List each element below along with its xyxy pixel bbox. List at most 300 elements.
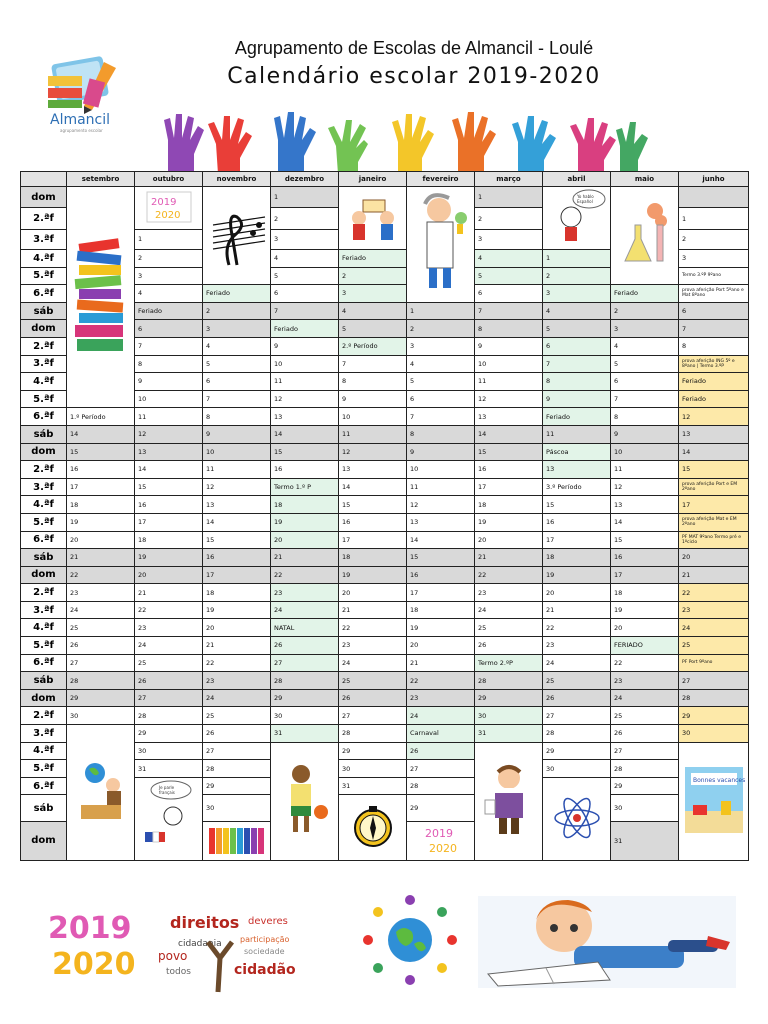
day-cell: 17 <box>203 566 271 584</box>
day-cell: Termo 3.ºP 9ºano <box>679 267 749 285</box>
day-cell: 29 <box>407 795 475 821</box>
day-cell: 9 <box>339 390 407 408</box>
day-cell: 16 <box>407 566 475 584</box>
weekday-label: 3.ªf <box>21 725 67 743</box>
day-cell: 9 <box>475 337 543 355</box>
day-cell: 29 <box>679 707 749 725</box>
calendar-row <box>21 478 749 496</box>
day-cell: FERIADO <box>611 637 679 655</box>
day-cell: 11 <box>135 408 203 426</box>
page-title: Calendário escolar 2019-2020 <box>227 64 601 89</box>
svg-text:2019: 2019 <box>150 196 176 208</box>
month-header: abril <box>543 172 611 187</box>
day-cell: 17 <box>475 478 543 496</box>
day-cell <box>679 187 749 208</box>
shakespeare-icon <box>475 742 543 860</box>
day-cell: Feriado <box>271 320 339 338</box>
word-participacao: participação <box>240 935 290 944</box>
treble-clef-icon <box>207 195 267 275</box>
day-cell: prova aferição Port 5ºano e Mat 8ºano <box>679 285 749 303</box>
basketball-kid-icon <box>275 760 335 840</box>
weekday-label: 3.ªf <box>21 478 67 496</box>
day-cell: 28 <box>339 725 407 743</box>
day-cell: 21 <box>203 637 271 655</box>
day-cell: 7 <box>339 355 407 373</box>
calendar-row <box>21 461 749 479</box>
day-cell: 24 <box>135 637 203 655</box>
weekday-label: 2.ªf <box>21 461 67 479</box>
day-cell: 31 <box>339 777 407 795</box>
year-2019-2020-badge-icon <box>139 190 199 224</box>
day-cell: 9 <box>203 425 271 443</box>
day-cell: 3.º Período <box>543 478 611 496</box>
day-cell: 30 <box>611 795 679 821</box>
globe-student-icon <box>71 751 131 831</box>
weekday-label: 4.ªf <box>21 619 67 637</box>
day-cell: 18 <box>339 549 407 567</box>
day-cell: 23 <box>67 584 135 602</box>
weekday-label: dom <box>21 821 67 860</box>
day-cell: 6 <box>271 285 339 303</box>
word-direitos: direitos <box>170 913 240 932</box>
weekday-label: dom <box>21 320 67 338</box>
day-cell: 15 <box>407 549 475 567</box>
day-cell: 15 <box>475 443 543 461</box>
day-cell: 14 <box>679 443 749 461</box>
kids-reading-icon <box>339 187 407 250</box>
day-cell: 7 <box>135 337 203 355</box>
day-cell: 2 <box>543 267 611 285</box>
day-cell: 10 <box>271 355 339 373</box>
day-cell: 11 <box>611 461 679 479</box>
day-cell: 5 <box>407 373 475 391</box>
day-cell: 19 <box>203 601 271 619</box>
day-cell: 29 <box>543 742 611 760</box>
day-cell: prova aferição Port e EM 2ºano <box>679 478 749 496</box>
compass-icon <box>343 802 403 852</box>
day-cell: 31 <box>271 725 339 743</box>
svg-text:Je parle: Je parle <box>158 784 174 790</box>
day-cell: 9 <box>135 373 203 391</box>
svg-text:Bonnes vacances: Bonnes vacances <box>692 777 745 785</box>
calendar-row <box>21 408 749 426</box>
calendar-row <box>21 601 749 619</box>
summer-holidays-icon <box>679 742 749 860</box>
calendar-row <box>21 637 749 655</box>
day-cell: 28 <box>543 725 611 743</box>
day-cell: 11 <box>271 373 339 391</box>
day-cell: 26 <box>339 689 407 707</box>
day-cell: 22 <box>135 601 203 619</box>
kids-reading-icon <box>345 190 401 244</box>
day-cell: 30 <box>67 707 135 725</box>
day-cell: Feriado <box>543 408 611 426</box>
day-cell: prova aferição Mat e EM 2ºano <box>679 513 749 531</box>
world-children-icon <box>356 894 464 986</box>
school-name: Agrupamento de Escolas de Almancil - Loulé <box>234 38 594 58</box>
day-cell: 13 <box>475 408 543 426</box>
day-cell: 7 <box>203 390 271 408</box>
day-cell: 8 <box>203 408 271 426</box>
day-cell: 22 <box>407 672 475 690</box>
weekday-label: dom <box>21 187 67 208</box>
day-cell: 27 <box>543 707 611 725</box>
day-cell: 12 <box>679 408 749 426</box>
day-cell: 22 <box>67 566 135 584</box>
day-cell: 24 <box>475 601 543 619</box>
svg-text:français: français <box>158 789 175 795</box>
day-cell: 27 <box>67 654 135 672</box>
scientist-icon <box>411 188 471 298</box>
color-pencils-icon <box>207 822 267 858</box>
weekday-label: 6.ªf <box>21 531 67 549</box>
day-cell: 12 <box>203 478 271 496</box>
day-cell: Feriado <box>203 285 271 303</box>
globe-student-icon <box>67 725 135 861</box>
day-cell: 20 <box>543 584 611 602</box>
day-cell: 3 <box>339 285 407 303</box>
day-cell: 24 <box>67 601 135 619</box>
day-cell: 14 <box>271 425 339 443</box>
day-cell: 15 <box>339 496 407 514</box>
year-2020-text: 2020 <box>52 947 136 982</box>
school-calendar-table <box>20 171 749 861</box>
day-cell: 10 <box>407 461 475 479</box>
day-cell: 19 <box>67 513 135 531</box>
calendar-row <box>21 654 749 672</box>
basketball-kid-icon <box>271 742 339 860</box>
day-cell: 9 <box>611 425 679 443</box>
day-cell: 21 <box>339 601 407 619</box>
day-cell: 12 <box>339 443 407 461</box>
weekday-label: dom <box>21 689 67 707</box>
day-cell: 9 <box>543 390 611 408</box>
day-cell: NATAL <box>271 619 339 637</box>
weekday-label: 5.ªf <box>21 267 67 285</box>
calendar-row <box>21 187 749 208</box>
weekday-label: 5.ªf <box>21 513 67 531</box>
weekday-label: sáb <box>21 795 67 821</box>
day-cell: 12 <box>611 478 679 496</box>
day-cell: 12 <box>407 496 475 514</box>
day-cell: 3 <box>475 229 543 249</box>
day-cell: 16 <box>611 549 679 567</box>
weekday-label: sáb <box>21 672 67 690</box>
day-cell: 19 <box>543 566 611 584</box>
weekday-label: 3.ªf <box>21 355 67 373</box>
day-cell: 16 <box>475 461 543 479</box>
calendar-row <box>21 689 749 707</box>
weekday-label: sáb <box>21 302 67 320</box>
day-cell: 8 <box>611 408 679 426</box>
day-cell: 24 <box>271 601 339 619</box>
day-cell: 24 <box>611 689 679 707</box>
day-cell: 19 <box>135 549 203 567</box>
day-cell: 15 <box>679 461 749 479</box>
spanish-speaker-icon <box>543 187 611 250</box>
day-cell: 17 <box>407 584 475 602</box>
day-cell: 11 <box>203 461 271 479</box>
word-deveres: deveres <box>248 916 288 927</box>
day-cell: 8 <box>339 373 407 391</box>
weekday-label: 3.ªf <box>21 229 67 249</box>
weekday-label: 5.ªf <box>21 760 67 778</box>
day-cell: 26 <box>203 725 271 743</box>
word-todos: todos <box>166 967 191 977</box>
day-cell: 24 <box>543 654 611 672</box>
day-cell: 20 <box>67 531 135 549</box>
day-cell: 20 <box>135 566 203 584</box>
day-cell: 24 <box>339 654 407 672</box>
day-cell: 3 <box>135 267 203 285</box>
weekday-label: 2.ªf <box>21 707 67 725</box>
calendar-row <box>21 496 749 514</box>
atom-icon <box>543 777 611 860</box>
day-cell: 29 <box>203 777 271 795</box>
weekday-label: 4.ªf <box>21 742 67 760</box>
day-cell: 21 <box>475 549 543 567</box>
day-cell: 3 <box>679 250 749 268</box>
day-cell: 23 <box>339 637 407 655</box>
calendar-row <box>21 549 749 567</box>
month-header: maio <box>611 172 679 187</box>
day-cell: 6 <box>203 373 271 391</box>
weekday-label: sáb <box>21 425 67 443</box>
day-cell: 26 <box>475 637 543 655</box>
day-cell: 27 <box>135 689 203 707</box>
day-cell: 8 <box>135 355 203 373</box>
scientist-icon <box>407 187 475 303</box>
day-cell: 6 <box>543 337 611 355</box>
day-cell: 18 <box>611 584 679 602</box>
day-cell: 5 <box>611 355 679 373</box>
day-cell: 26 <box>407 742 475 760</box>
day-cell: Feriado <box>611 285 679 303</box>
day-cell: 27 <box>271 654 339 672</box>
month-header: novembro <box>203 172 271 187</box>
day-cell: Termo 1.º P <box>271 478 339 496</box>
day-cell: 12 <box>475 390 543 408</box>
day-cell: 22 <box>611 654 679 672</box>
day-cell: 18 <box>271 496 339 514</box>
day-cell: 10 <box>135 390 203 408</box>
day-cell: 3 <box>407 337 475 355</box>
day-cell: 13 <box>135 443 203 461</box>
day-cell: 4 <box>543 302 611 320</box>
day-cell: 14 <box>67 425 135 443</box>
weekday-label: 6.ªf <box>21 285 67 303</box>
day-cell: 5 <box>543 320 611 338</box>
calendar-row <box>21 425 749 443</box>
book-stack-icon <box>69 221 133 371</box>
day-cell: 28 <box>135 707 203 725</box>
day-cell: 28 <box>67 672 135 690</box>
day-cell: 3 <box>611 320 679 338</box>
day-cell: 19 <box>271 513 339 531</box>
day-cell: 13 <box>271 408 339 426</box>
day-cell: 30 <box>203 795 271 821</box>
day-cell: 21 <box>543 601 611 619</box>
day-cell: 12 <box>135 425 203 443</box>
day-cell: 8 <box>543 373 611 391</box>
day-cell: 24 <box>407 707 475 725</box>
day-cell: 29 <box>611 777 679 795</box>
day-cell: 26 <box>271 637 339 655</box>
day-cell: 19 <box>339 566 407 584</box>
day-cell: 10 <box>475 355 543 373</box>
day-cell: 25 <box>339 672 407 690</box>
day-cell: 7 <box>271 302 339 320</box>
day-cell: 3 <box>203 320 271 338</box>
day-cell: 8 <box>407 425 475 443</box>
day-cell: 2 <box>203 302 271 320</box>
day-cell: 24 <box>203 689 271 707</box>
treble-clef-icon <box>203 187 271 285</box>
day-cell: 14 <box>407 531 475 549</box>
day-cell: 29 <box>67 689 135 707</box>
day-cell: 18 <box>67 496 135 514</box>
day-cell: 16 <box>67 461 135 479</box>
day-cell: 8 <box>475 320 543 338</box>
day-cell: 22 <box>271 566 339 584</box>
month-header: fevereiro <box>407 172 475 187</box>
day-cell: 28 <box>475 672 543 690</box>
day-cell: 23 <box>203 672 271 690</box>
calendar-row <box>21 619 749 637</box>
day-cell: 5 <box>271 267 339 285</box>
colorful-hands-icon <box>128 110 648 174</box>
svg-text:2020: 2020 <box>154 209 180 221</box>
day-cell: 1.º Período <box>67 408 135 426</box>
weekday-label: 5.ªf <box>21 390 67 408</box>
day-cell: 16 <box>543 513 611 531</box>
compass-icon <box>339 795 407 860</box>
day-cell: 31 <box>135 760 203 778</box>
day-cell: 26 <box>135 672 203 690</box>
logo-subtitle: agrupamento escolar <box>60 128 103 133</box>
year-2019-2020-badge-icon <box>135 187 203 230</box>
day-cell: 14 <box>611 513 679 531</box>
day-cell: 2 <box>271 208 339 229</box>
day-cell: 28 <box>203 760 271 778</box>
weekday-label: 3.ªf <box>21 601 67 619</box>
day-cell: 25 <box>135 654 203 672</box>
logo-name: Almancil <box>50 112 111 128</box>
day-cell: 6 <box>679 302 749 320</box>
day-cell: 21 <box>135 584 203 602</box>
day-cell: 9 <box>271 337 339 355</box>
day-cell: 12 <box>271 390 339 408</box>
day-cell: 26 <box>611 725 679 743</box>
day-cell: 25 <box>679 637 749 655</box>
day-cell: 30 <box>339 760 407 778</box>
day-cell: 21 <box>67 549 135 567</box>
day-cell: 23 <box>679 601 749 619</box>
day-cell: 21 <box>271 549 339 567</box>
day-cell: Páscoa <box>543 443 611 461</box>
year-2019-text: 2019 <box>48 911 132 946</box>
day-cell: 14 <box>475 425 543 443</box>
day-cell: 15 <box>271 443 339 461</box>
day-cell: 22 <box>339 619 407 637</box>
day-cell: 1 <box>407 302 475 320</box>
day-cell: 21 <box>679 566 749 584</box>
day-cell: 23 <box>135 619 203 637</box>
day-cell: 31 <box>611 821 679 860</box>
day-cell: 20 <box>271 531 339 549</box>
day-cell: 29 <box>135 725 203 743</box>
weekday-label: sáb <box>21 549 67 567</box>
french-speaker-icon <box>139 778 199 858</box>
day-cell: 18 <box>135 531 203 549</box>
day-cell: 28 <box>611 760 679 778</box>
day-cell: 1 <box>135 229 203 249</box>
day-cell: 6 <box>611 373 679 391</box>
day-cell: 28 <box>407 777 475 795</box>
day-cell: 15 <box>611 531 679 549</box>
day-cell: 10 <box>339 408 407 426</box>
month-header: dezembro <box>271 172 339 187</box>
day-cell: 11 <box>407 478 475 496</box>
month-header-row <box>21 172 749 187</box>
chemistry-flask-icon <box>615 195 675 275</box>
day-cell: 29 <box>475 689 543 707</box>
word-cidadao: cidadão <box>234 962 296 978</box>
day-cell: 25 <box>203 707 271 725</box>
day-cell: 11 <box>475 373 543 391</box>
day-cell: 13 <box>203 496 271 514</box>
day-cell: 23 <box>611 672 679 690</box>
day-cell: 30 <box>271 707 339 725</box>
day-cell: 18 <box>407 601 475 619</box>
day-cell: 2.º Período <box>339 337 407 355</box>
weekday-label: dom <box>21 566 67 584</box>
calendar-row <box>21 725 749 743</box>
calendar-row <box>21 531 749 549</box>
day-cell: 11 <box>339 425 407 443</box>
day-cell: 26 <box>543 689 611 707</box>
weekday-label: 5.ªf <box>21 637 67 655</box>
french-speaker-icon <box>135 777 203 860</box>
day-cell: 20 <box>203 619 271 637</box>
day-cell: 18 <box>543 549 611 567</box>
citizenship-word-cloud-icon <box>148 898 298 992</box>
day-cell: 2 <box>135 250 203 268</box>
weekday-label: 4.ªf <box>21 250 67 268</box>
day-cell: 2 <box>407 320 475 338</box>
svg-text:Yo hablo: Yo hablo <box>576 194 594 199</box>
day-cell: 7 <box>475 302 543 320</box>
day-cell: 4 <box>611 337 679 355</box>
day-cell: 30 <box>679 725 749 743</box>
day-cell: 13 <box>339 461 407 479</box>
weekday-label: 4.ªf <box>21 496 67 514</box>
day-cell: 28 <box>679 689 749 707</box>
day-cell: 25 <box>67 619 135 637</box>
day-cell: 7 <box>543 355 611 373</box>
day-cell: 4 <box>339 302 407 320</box>
day-cell: 16 <box>339 513 407 531</box>
day-cell: 20 <box>611 619 679 637</box>
day-cell: 27 <box>679 672 749 690</box>
day-cell: 5 <box>203 355 271 373</box>
day-cell: 23 <box>271 584 339 602</box>
weekday-label: 4.ªf <box>21 373 67 391</box>
day-cell: 1 <box>679 208 749 229</box>
day-cell: 13 <box>543 461 611 479</box>
day-cell: 9 <box>407 443 475 461</box>
day-cell: 30 <box>135 742 203 760</box>
